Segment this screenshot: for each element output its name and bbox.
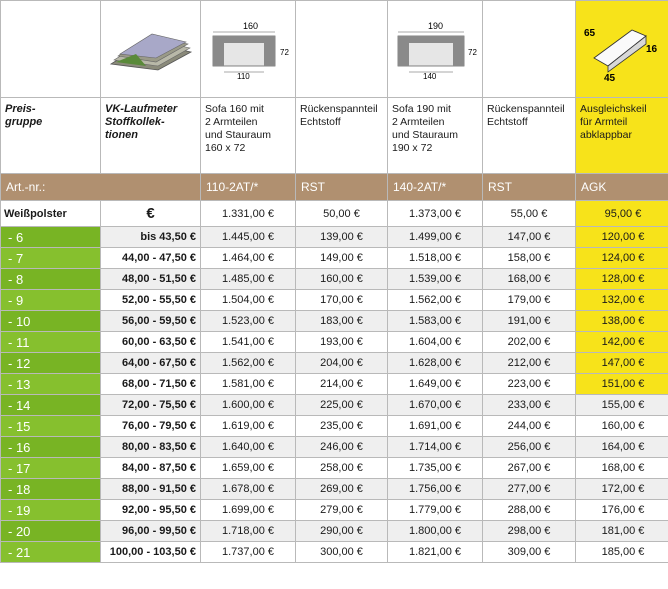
price-cell: 279,00 € [296,500,388,521]
price-cell: 1.735,00 € [388,458,483,479]
price-cell: 204,00 € [296,353,388,374]
article-code: 140-2AT/* [388,174,483,201]
wedge-drawing-cell [576,1,668,98]
fabric-price-range: 84,00 - 87,50 € [101,458,201,479]
table-row [1,311,668,332]
fabric-price-range: 60,00 - 63,50 € [101,332,201,353]
price-group-label: - 21 [1,542,101,563]
price-cell: 138,00 € [576,311,668,332]
description-cell: Ausgleichskeil für Armteil abklappbar [576,98,668,174]
sofa-160-diagram-icon [205,19,291,79]
price-group-label: - 14 [1,395,101,416]
fabric-price-range: 76,00 - 79,50 € [101,416,201,437]
price-cell: 1.331,00 € [201,201,296,227]
price-cell: 277,00 € [483,479,576,500]
article-code: RST [296,174,388,201]
price-cell: 55,00 € [483,201,576,227]
fabric-swatch-cell [101,1,201,98]
price-cell: 160,00 € [576,416,668,437]
price-group-label: - 6 [1,227,101,248]
price-cell: 300,00 € [296,542,388,563]
table-row [1,521,668,542]
fabric-price-range: 56,00 - 59,50 € [101,311,201,332]
description-cell: Rückenspannteil Echtstoff [296,98,388,174]
fabric-price-range: bis 43,50 € [101,227,201,248]
table-row [1,248,668,269]
price-cell: 202,00 € [483,332,576,353]
price-cell: 1.581,00 € [201,374,296,395]
price-cell: 142,00 € [576,332,668,353]
price-cell: 1.640,00 € [201,437,296,458]
description-cell: Rückenspannteil Echtstoff [483,98,576,174]
table-row [1,479,668,500]
fabric-price-range: 72,00 - 75,50 € [101,395,201,416]
price-cell: 1.464,00 € [201,248,296,269]
article-code: 110-2AT/* [201,174,296,201]
sofa-160-drawing-cell [201,1,296,98]
price-cell: 1.600,00 € [201,395,296,416]
sofa-190-width-label: 190 [428,21,444,31]
price-cell: 176,00 € [576,500,668,521]
weisspolster-row [1,201,668,227]
wedge-height-label: 16 [646,44,658,55]
price-cell: 158,00 € [483,248,576,269]
fabric-price-range: 52,00 - 55,50 € [101,290,201,311]
price-cell: 288,00 € [483,500,576,521]
table-row [1,542,668,563]
price-cell: 1.821,00 € [388,542,483,563]
table-row [1,458,668,479]
price-cell: 1.800,00 € [388,521,483,542]
image-row [1,1,668,98]
price-group-label: - 15 [1,416,101,437]
price-cell: 267,00 € [483,458,576,479]
price-cell: 1.499,00 € [388,227,483,248]
price-cell: 124,00 € [576,248,668,269]
weisspolster-label: Weißpolster [1,201,101,227]
price-cell: 1.691,00 € [388,416,483,437]
article-number-label: Art.-nr.: [1,174,201,201]
price-cell: 1.485,00 € [201,269,296,290]
price-cell: 185,00 € [576,542,668,563]
price-group-label: - 12 [1,353,101,374]
price-cell: 258,00 € [296,458,388,479]
price-cell: 172,00 € [576,479,668,500]
sofa-160-width-label: 160 [243,21,259,31]
fabric-price-range: 92,00 - 95,50 € [101,500,201,521]
wedge-length-label: 65 [584,28,596,39]
description-cell: Sofa 190 mit 2 Armteilen und Stauraum 190 x 72 [388,98,483,174]
price-cell: 1.628,00 € [388,353,483,374]
price-group-label: - 8 [1,269,101,290]
price-cell: 193,00 € [296,332,388,353]
price-cell: 1.562,00 € [388,290,483,311]
sofa-190-inner-label: 140 [423,72,437,79]
price-cell: 225,00 € [296,395,388,416]
price-cell: 164,00 € [576,437,668,458]
price-cell: 181,00 € [576,521,668,542]
sofa-190-depth-label: 72 [468,48,477,57]
table-row [1,416,668,437]
empty-image-cell [296,1,388,98]
price-cell: 1.659,00 € [201,458,296,479]
table-row [1,227,668,248]
price-cell: 212,00 € [483,353,576,374]
price-cell: 1.649,00 € [388,374,483,395]
description-cell: Preis- gruppe [1,98,101,174]
price-cell: 235,00 € [296,416,388,437]
price-cell: 191,00 € [483,311,576,332]
price-cell: 179,00 € [483,290,576,311]
price-cell: 151,00 € [576,374,668,395]
price-cell: 1.714,00 € [388,437,483,458]
price-cell: 1.670,00 € [388,395,483,416]
price-cell: 95,00 € [576,201,668,227]
price-cell: 290,00 € [296,521,388,542]
price-cell: 1.583,00 € [388,311,483,332]
price-cell: 139,00 € [296,227,388,248]
price-cell: 183,00 € [296,311,388,332]
price-cell: 1.678,00 € [201,479,296,500]
price-cell: 128,00 € [576,269,668,290]
price-group-label: - 11 [1,332,101,353]
price-cell: 1.779,00 € [388,500,483,521]
price-group-label: - 9 [1,290,101,311]
price-cell: 1.737,00 € [201,542,296,563]
table-row [1,374,668,395]
price-cell: 244,00 € [483,416,576,437]
table-row [1,500,668,521]
sofa-190-diagram-icon [392,19,478,79]
price-cell: 309,00 € [483,542,576,563]
price-cell: 1.504,00 € [201,290,296,311]
price-cell: 168,00 € [576,458,668,479]
empty-header-cell [1,1,101,98]
price-cell: 170,00 € [296,290,388,311]
table-row [1,269,668,290]
table-row [1,437,668,458]
price-cell: 298,00 € [483,521,576,542]
price-cell: 1.373,00 € [388,201,483,227]
fabric-price-range: 100,00 - 103,50 € [101,542,201,563]
table-row [1,353,668,374]
price-cell: 233,00 € [483,395,576,416]
table-row [1,332,668,353]
fabric-price-range: 80,00 - 83,50 € [101,437,201,458]
fabric-price-range: 88,00 - 91,50 € [101,479,201,500]
price-cell: 1.619,00 € [201,416,296,437]
price-cell: 1.718,00 € [201,521,296,542]
price-cell: 1.756,00 € [388,479,483,500]
price-cell: 214,00 € [296,374,388,395]
price-group-label: - 7 [1,248,101,269]
price-cell: 1.539,00 € [388,269,483,290]
price-group-label: - 17 [1,458,101,479]
fabric-price-range: 68,00 - 71,50 € [101,374,201,395]
price-group-label: - 19 [1,500,101,521]
price-cell: 1.562,00 € [201,353,296,374]
article-code: AGK [576,174,668,201]
price-group-label: - 18 [1,479,101,500]
price-cell: 246,00 € [296,437,388,458]
price-cell: 1.518,00 € [388,248,483,269]
price-cell: 1.445,00 € [201,227,296,248]
price-cell: 256,00 € [483,437,576,458]
price-cell: 269,00 € [296,479,388,500]
sofa-190-drawing-cell [388,1,483,98]
price-cell: 160,00 € [296,269,388,290]
article-number-row [1,174,668,201]
wedge-diagram-icon [580,14,666,84]
price-group-label: - 13 [1,374,101,395]
price-cell: 149,00 € [296,248,388,269]
fabric-price-range: 64,00 - 67,50 € [101,353,201,374]
price-cell: 168,00 € [483,269,576,290]
price-group-label: - 10 [1,311,101,332]
table-row [1,290,668,311]
price-cell: 120,00 € [576,227,668,248]
article-code: RST [483,174,576,201]
sofa-160-depth-label: 72 [280,48,289,57]
table-row [1,395,668,416]
description-row [1,98,668,174]
fabric-price-range: 96,00 - 99,50 € [101,521,201,542]
wedge-width-label: 45 [604,73,616,84]
price-cell: 132,00 € [576,290,668,311]
fabric-price-range: 44,00 - 47,50 € [101,248,201,269]
price-cell: 155,00 € [576,395,668,416]
price-group-label: - 20 [1,521,101,542]
price-cell: 1.604,00 € [388,332,483,353]
price-cell: 1.541,00 € [201,332,296,353]
price-cell: 147,00 € [576,353,668,374]
price-cell: 1.699,00 € [201,500,296,521]
price-cell: 50,00 € [296,201,388,227]
price-cell: 147,00 € [483,227,576,248]
empty-image-cell [483,1,576,98]
sofa-160-inner-label: 110 [237,72,250,79]
price-cell: 1.523,00 € [201,311,296,332]
price-cell: 223,00 € [483,374,576,395]
fabric-swatches-icon [106,24,196,74]
fabric-price-range: 48,00 - 51,50 € [101,269,201,290]
description-cell: Sofa 160 mit 2 Armteilen und Stauraum 160 x 72 [201,98,296,174]
description-cell: VK-Laufmeter Stoffkollek- tionen [101,98,201,174]
euro-symbol: € [101,201,201,227]
price-group-label: - 16 [1,437,101,458]
